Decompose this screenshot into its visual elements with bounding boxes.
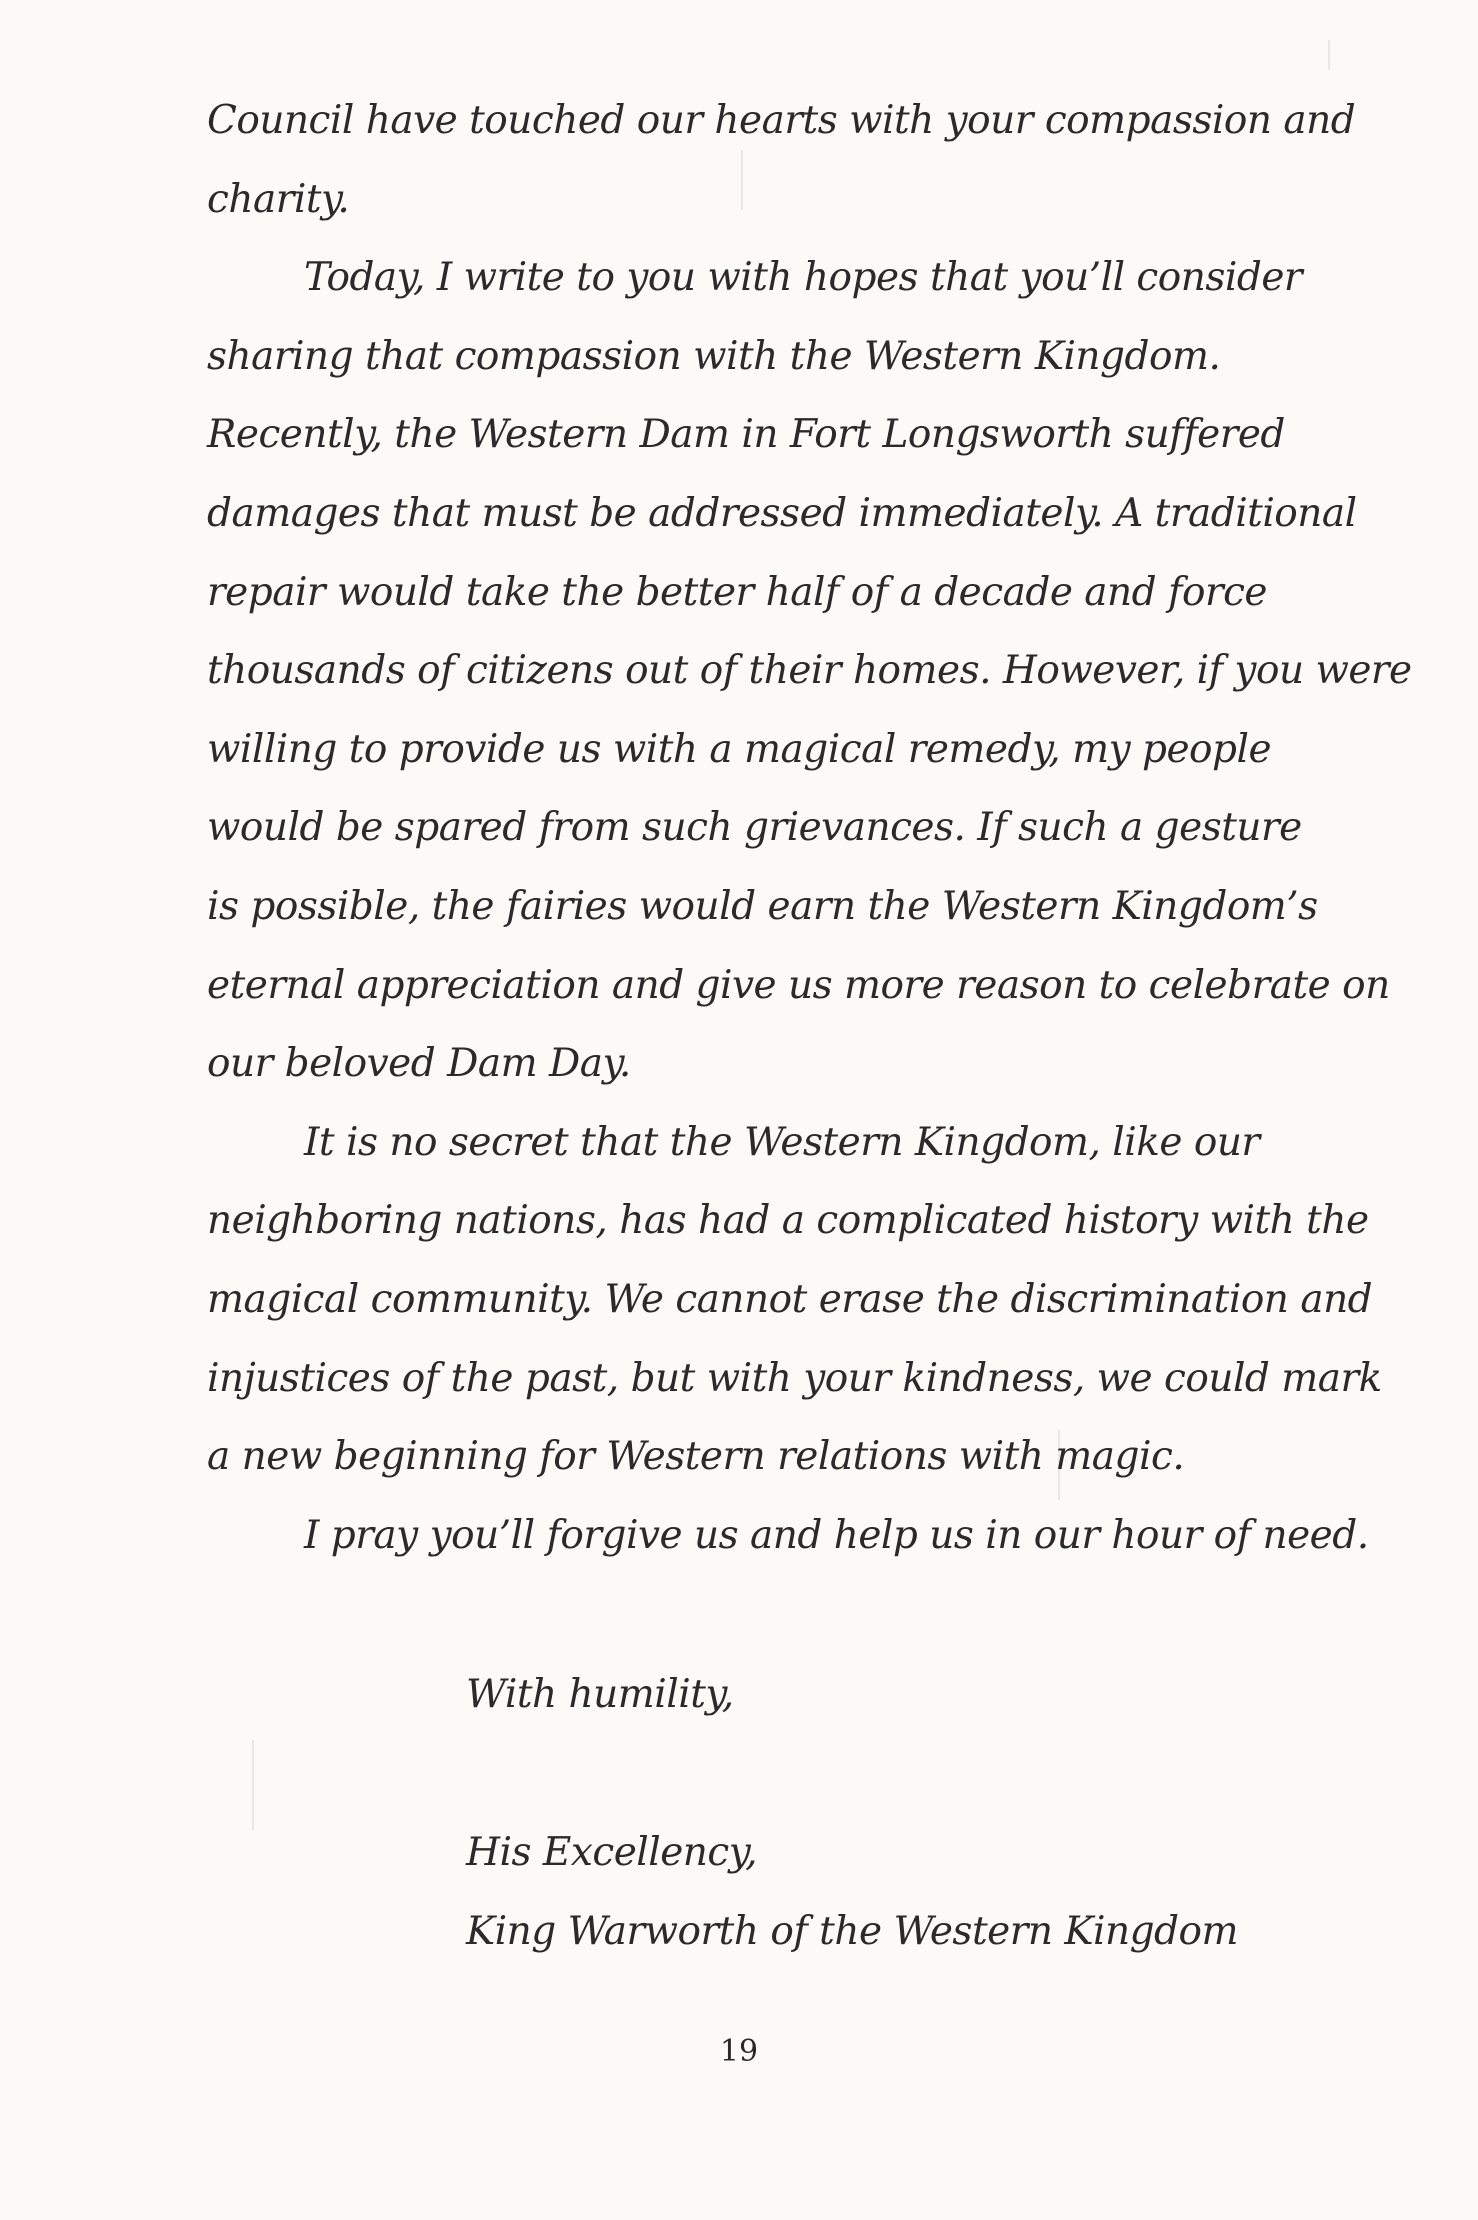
text-line: Recently, the Western Dam in Fort Longsworth suffered bbox=[207, 412, 1285, 458]
text-line: Council have touched our hearts with your compassion and bbox=[207, 98, 1356, 143]
text-line: is possible, the fairies would earn the Western Kingdom’s bbox=[207, 883, 1318, 929]
text-line: I pray you’ll forgive us and help us in our hour of need. bbox=[304, 1512, 1369, 1558]
closing-salutation: With humility, bbox=[466, 1672, 734, 1717]
signature-title: His Excellency, bbox=[466, 1830, 758, 1875]
text-line: sharing that compassion with the Western Kingdom. bbox=[207, 333, 1221, 379]
text-line: neighboring nations, has had a complicated history with the bbox=[207, 1198, 1369, 1244]
page-number: 19 bbox=[719, 2034, 759, 2069]
scan-artifact bbox=[252, 1740, 254, 1830]
text-line: charity. bbox=[207, 176, 350, 222]
text-line: damages that must be addressed immediately. A traditional bbox=[207, 490, 1357, 536]
scan-artifact bbox=[1328, 40, 1330, 70]
text-line: a new beginning for Western relations with magic. bbox=[207, 1434, 1185, 1480]
text-line: thousands of citizens out of their homes. However, if you were bbox=[207, 648, 1412, 694]
signature-name: King Warworth of the Western Kingdom bbox=[466, 1909, 1238, 1954]
text-line: eternal appreciation and give us more reason to celebrate on bbox=[207, 962, 1390, 1008]
text-line: magical community. We cannot erase the discrimination and bbox=[207, 1276, 1373, 1322]
text-line: would be spared from such grievances. If such a gesture bbox=[207, 805, 1302, 851]
text-line: repair would take the better half of a decade and force bbox=[207, 569, 1268, 615]
text-line: injustices of the past, but with your kindness, we could mark bbox=[207, 1355, 1382, 1401]
text-line: It is no secret that the Western Kingdom, like our bbox=[304, 1119, 1260, 1165]
text-line: willing to provide us with a magical remedy, my people bbox=[207, 726, 1272, 772]
text-line: Today, I write to you with hopes that you’ll consider bbox=[304, 255, 1303, 301]
letter-body bbox=[207, 82, 1412, 1575]
text-line: our beloved Dam Day. bbox=[207, 1041, 631, 1087]
